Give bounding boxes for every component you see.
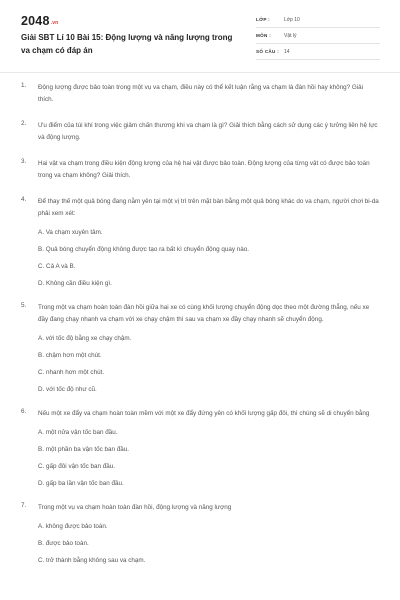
logo-tld: .vn: [50, 20, 59, 26]
page-title: Giải SBT Lí 10 Bài 15: Động lượng và năng lượng trong va chạm có đáp án: [21, 33, 233, 55]
answer-option: C. Cả A và B.: [38, 263, 76, 270]
answer-option: B. chậm hơn một chút.: [38, 352, 102, 359]
meta-value: Lớp 10: [284, 16, 300, 23]
question-text: Nếu một xe đẩy va chạm hoàn toàn mềm với một xe đẩy đứng yên có khối lượng gấp đôi, thì chúng sẽ di chuyển bằng: [38, 410, 370, 417]
question-item: [0, 82, 400, 106]
meta-label: LỚP :: [256, 17, 271, 22]
question-number: 1.: [21, 82, 27, 89]
question-number: 7.: [21, 502, 27, 509]
answer-option: C. gấp đôi vận tốc ban đầu.: [38, 463, 116, 470]
question-text: Để thay thế một quả bóng đang nằm yên tại một vị trí trên mặt bàn bằng một quả bóng khác do va chạm, người chơi bi-da phải xem xét:: [38, 198, 379, 217]
question-number: 2.: [21, 120, 27, 127]
answer-option: B. Quả bóng chuyển động không được tạo ra bất kì chuyển động quay nào.: [38, 246, 250, 253]
header-divider: [0, 72, 400, 73]
question-item: [0, 120, 400, 144]
question-text: Trong một vụ va chạm hoàn toàn đàn hồi, động lượng và năng lượng: [38, 504, 232, 511]
question-number: 4.: [21, 196, 27, 203]
answer-option: C. trở thành bằng không sau va chạm.: [38, 557, 146, 564]
question-item: [0, 158, 400, 182]
question-text: Ưu điểm của túi khí trong việc giảm chấn thương khi va chạm là gì? Giải thích bằng cách sử dụng các ý tưởng liên hệ lực và động lượng.: [38, 122, 378, 141]
question-item: [0, 408, 400, 488]
meta-row-count: [256, 44, 380, 60]
meta-row-grade: [256, 12, 380, 28]
meta-row-subject: [256, 28, 380, 44]
question-text: Động lượng được bảo toàn trong một vụ va chạm, điều này có thể kết luận rằng va chạm là đàn hồi hay không? Giải thích.: [38, 84, 364, 103]
question-text: Hai vật va chạm trong điều kiện động lượng của hệ hai vật được bảo toàn. Động lượng của từng vật có được bảo toàn trong va chạm không? Giải thích.: [38, 160, 370, 179]
meta-value: 14: [284, 48, 290, 55]
document-meta: [256, 12, 380, 60]
question-item: [0, 302, 400, 394]
question-list: [0, 82, 400, 579]
answer-option: D. với tốc độ như cũ.: [38, 386, 97, 393]
answer-option: A. với tốc độ bằng xe chạy chậm.: [38, 335, 132, 342]
document-header: [0, 0, 400, 72]
answer-option: A. không được bảo toàn.: [38, 523, 108, 530]
answer-option: D. Không cần điều kiện gì.: [38, 280, 112, 287]
meta-label: SỐ CÂU :: [256, 49, 280, 54]
answer-option: B. một phần ba vận tốc ban đầu.: [38, 446, 130, 453]
answer-option: C. nhanh hơn một chút.: [38, 369, 105, 376]
logo-text: 2048: [21, 14, 50, 28]
question-number: 3.: [21, 158, 27, 165]
meta-value: Vật lý: [284, 32, 297, 39]
answer-option: A. một nửa vận tốc ban đầu.: [38, 429, 118, 436]
site-logo[interactable]: [21, 14, 58, 28]
answer-option: D. gấp ba lần vận tốc ban đầu.: [38, 480, 124, 487]
question-text: Trong một va chạm hoàn toàn đàn hồi giữa hai xe có cùng khối lượng chuyển động dọc theo một đường thẳng, nếu xe đầy đang chạy nhanh va chạm với xe chạy chậm thì sau va chạm xe đầy chạy nhanh sẽ chuyển động.: [38, 304, 370, 323]
meta-label: MÔN :: [256, 33, 272, 38]
answer-option: A. Va chạm xuyên tâm.: [38, 229, 103, 236]
question-item: [0, 196, 400, 288]
answer-option: B. được bảo toàn.: [38, 540, 89, 547]
question-number: 6.: [21, 408, 27, 415]
question-number: 5.: [21, 302, 27, 309]
question-item: [0, 502, 400, 565]
